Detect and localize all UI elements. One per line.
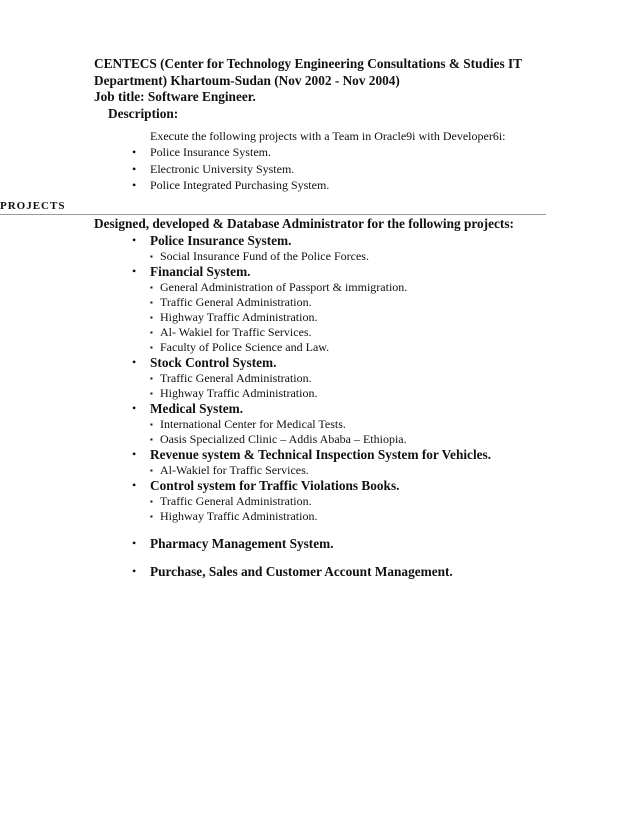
description-intro: Execute the following projects with a Team in Oracle9i with Developer6i: [150, 129, 506, 143]
bullet-icon: • [132, 178, 137, 192]
description-item: Police Insurance System. [150, 145, 271, 159]
project-item [130, 401, 610, 447]
client-item [150, 463, 610, 478]
list-item [130, 161, 329, 178]
client-item [150, 325, 610, 340]
client-list [150, 494, 610, 524]
client-item [150, 371, 610, 386]
client-list [150, 249, 610, 264]
description-list [130, 144, 329, 194]
project-name: Purchase, Sales and Customer Account Management. [150, 564, 453, 579]
project-item [130, 536, 610, 552]
project-name: Police Insurance System. [150, 233, 292, 248]
client-name: Faculty of Police Science and Law. [160, 340, 330, 354]
square-bullet-icon: ▪ [150, 313, 153, 322]
client-item [150, 310, 610, 325]
project-name: Control system for Traffic Violations Books. [150, 478, 400, 493]
square-bullet-icon: ▪ [150, 328, 153, 337]
project-name: Revenue system & Technical Inspection System for Vehicles. [150, 447, 492, 462]
bullet-icon: • [132, 161, 137, 176]
client-name: International Center for Medical Tests. [160, 417, 346, 431]
square-bullet-icon: ▪ [150, 497, 153, 506]
client-name: Highway Traffic Administration. [160, 509, 318, 523]
employment-header [94, 56, 614, 122]
bullet-icon: • [132, 447, 137, 461]
description-label: Description: [108, 105, 179, 121]
bullet-icon: • [132, 536, 137, 550]
client-name: General Administration of Passport & immigration. [160, 280, 408, 294]
client-name: Highway Traffic Administration. [160, 386, 318, 400]
bullet-icon: • [132, 401, 137, 415]
client-item [150, 417, 610, 432]
square-bullet-icon: ▪ [150, 298, 153, 307]
square-bullet-icon: ▪ [150, 343, 153, 352]
project-item [130, 233, 610, 264]
client-name: Traffic General Administration. [160, 371, 312, 385]
client-list [150, 280, 610, 355]
client-item [150, 249, 610, 264]
client-item [150, 386, 610, 401]
square-bullet-icon: ▪ [150, 374, 153, 383]
client-name: Traffic General Administration. [160, 295, 312, 309]
square-bullet-icon: ▪ [150, 252, 153, 261]
client-name: Social Insurance Fund of the Police Forces. [160, 249, 369, 263]
client-item [150, 340, 610, 355]
projects-heading: Designed, developed & Database Administrator for the following projects: [94, 216, 514, 231]
client-list [150, 371, 610, 401]
list-item [130, 177, 329, 194]
project-item [130, 478, 610, 524]
project-name: Medical System. [150, 401, 244, 416]
square-bullet-icon: ▪ [150, 420, 153, 429]
client-list [150, 463, 610, 478]
client-name: Al-Wakiel for Traffic Services. [160, 463, 309, 477]
client-name: Highway Traffic Administration. [160, 310, 318, 324]
square-bullet-icon: ▪ [150, 389, 153, 398]
section-title: PROJECTS [0, 200, 66, 212]
square-bullet-icon: ▪ [150, 466, 153, 475]
project-name: Financial System. [150, 264, 251, 279]
bullet-icon: • [132, 478, 137, 492]
job-title: Job title: Software Engineer. [94, 89, 256, 104]
client-item [150, 494, 610, 509]
company-line-1: CENTECS (Center for Technology Engineering Consultations & Studies IT [94, 56, 523, 71]
section-divider [0, 214, 546, 215]
company-line-2: Department) Khartoum-Sudan (Nov 2002 - Nov 2004) [94, 72, 400, 88]
square-bullet-icon: ▪ [150, 512, 153, 521]
project-name: Pharmacy Management System. [150, 536, 334, 551]
projects-list [130, 233, 610, 580]
description-item: Police Integrated Purchasing System. [150, 178, 330, 192]
bullet-icon: • [132, 145, 137, 159]
bullet-icon: • [132, 233, 137, 247]
client-name: Oasis Specialized Clinic – Addis Ababa – Ethiopia. [160, 432, 407, 446]
client-item [150, 509, 610, 524]
project-item [130, 355, 610, 401]
project-item [130, 564, 610, 580]
client-item [150, 295, 610, 310]
list-item [130, 144, 329, 161]
client-name: Traffic General Administration. [160, 494, 312, 508]
project-item [130, 264, 610, 355]
square-bullet-icon: ▪ [150, 435, 153, 444]
client-list [150, 417, 610, 447]
client-item [150, 432, 610, 447]
project-item [130, 447, 610, 478]
bullet-icon: • [132, 564, 137, 578]
bullet-icon: • [132, 355, 137, 369]
client-item [150, 280, 610, 295]
description-item: Electronic University System. [150, 161, 295, 176]
bullet-icon: • [132, 264, 137, 278]
client-name: Al- Wakiel for Traffic Services. [160, 325, 312, 339]
square-bullet-icon: ▪ [150, 283, 153, 292]
project-name: Stock Control System. [150, 355, 277, 370]
